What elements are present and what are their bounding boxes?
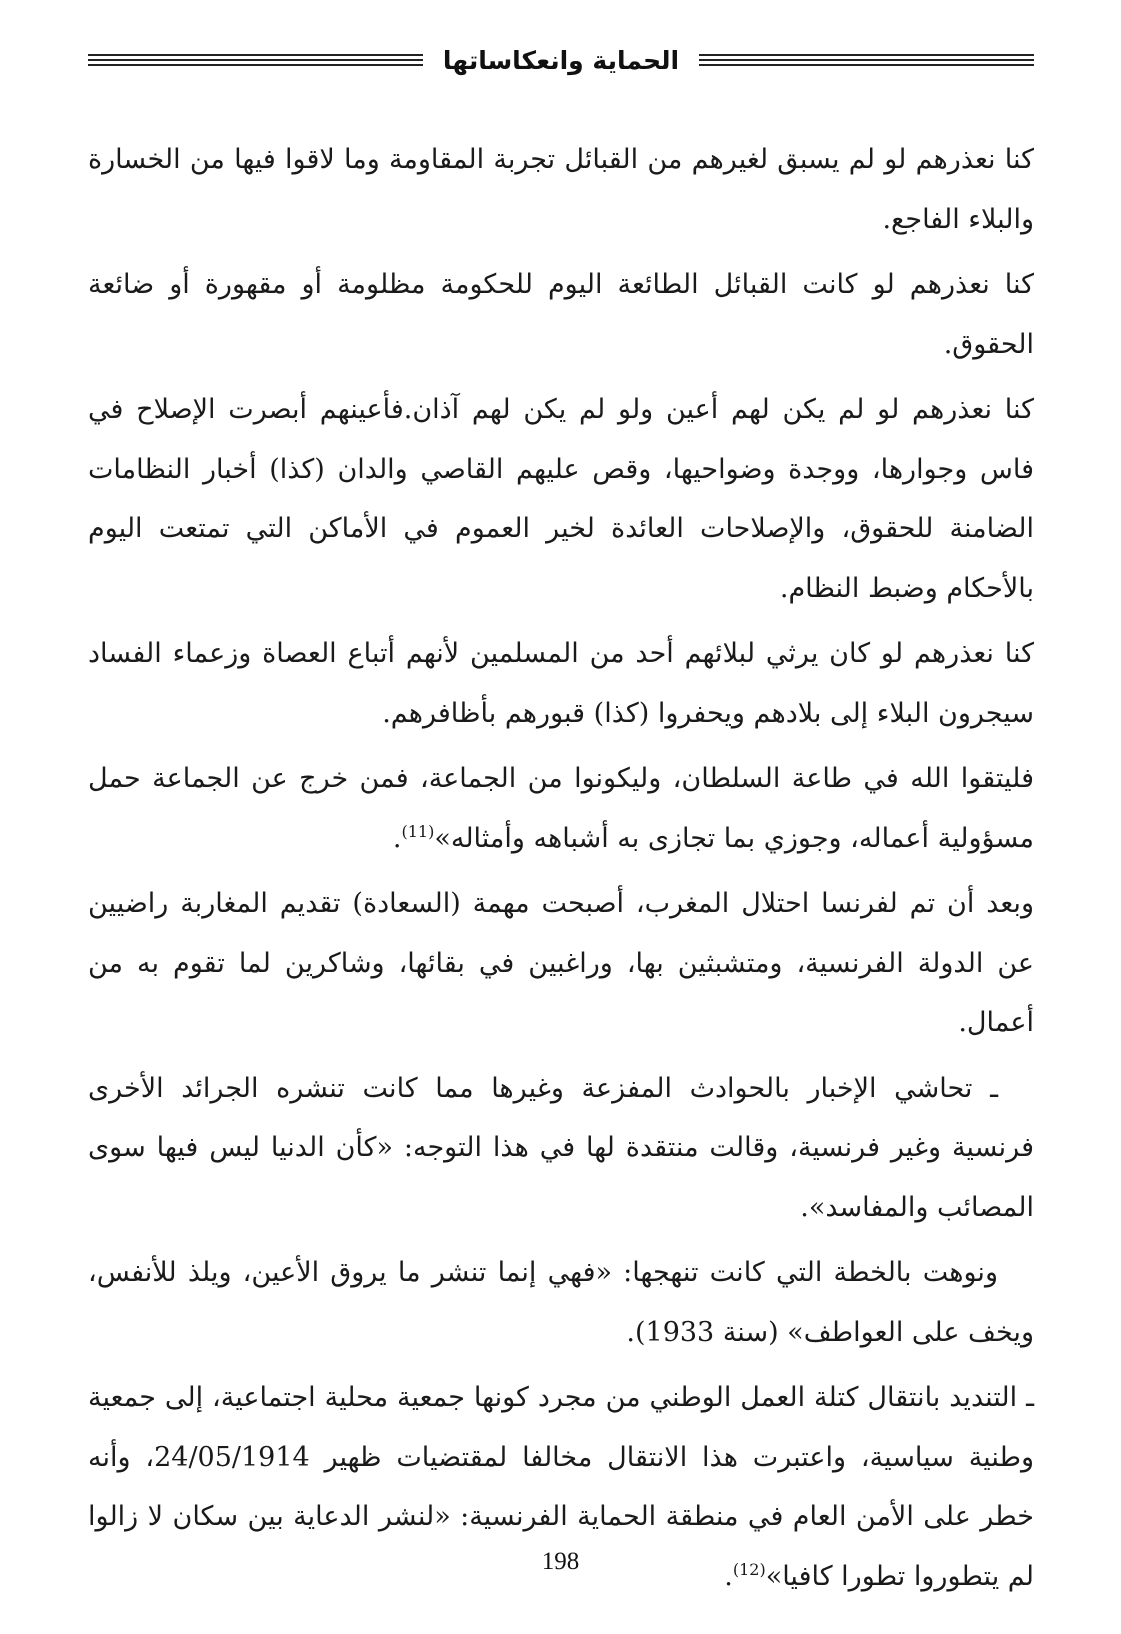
paragraph-text: ـ التنديد بانتقال كتلة العمل الوطني من مجرد كونها جمعية محلية اجتماعية، إلى جمعية وطنية سياسية، واعتبرت هذا الانتقال مخالفا لمقتضيات ظهير 24/05/1914، وأنه خطر على الأمن العام في منطقة الحماية الفرنسية: «لنشر الدعاية بين سكان لا زالوا لم يتطوروا تطورا كافيا» bbox=[88, 1382, 1034, 1592]
running-header-title: الحماية وانعكاساتها bbox=[442, 45, 680, 75]
paragraph-text: كنا نعذرهم لو كان يرثي لبلائهم أحد من المسلمين لأنهم أتباع العصاة وزعماء الفساد سيجرون البلاء إلى بلادهم ويحفروا (كذا) قبورهم بأظافرهم. bbox=[88, 638, 1034, 729]
paragraph-text: كنا نعذرهم لو لم يكن لهم أعين ولو لم يكن لهم آذان.فأعينهم أبصرت الإصلاح في فاس وجوارها، ووجدة وضواحيها، وقص عليهم القاصي والدان (كذا) أخبار النظامات الضامنة للحقوق، والإصلاحات العائدة لخير العموم في الأماكن التي تمتعت اليوم بالأحكام وضبط النظام. bbox=[88, 394, 1034, 604]
paragraph-4 bbox=[88, 624, 1034, 743]
paragraph-text: كنا نعذرهم لو لم يسبق لغيرهم من القبائل تجربة المقاومة وما لاقوا فيها من الخسارة والبلاء الفاجع. bbox=[88, 144, 1034, 235]
header-rule-left bbox=[88, 53, 423, 68]
header-rule-right bbox=[699, 53, 1034, 68]
paragraph-3 bbox=[88, 380, 1034, 618]
paragraph-6 bbox=[88, 874, 1034, 1053]
paragraph-2 bbox=[88, 255, 1034, 374]
paragraph-8 bbox=[88, 1243, 1034, 1362]
paragraph-7 bbox=[88, 1059, 1034, 1238]
page-number: 198 bbox=[541, 1548, 580, 1575]
paragraph-tail: . bbox=[724, 1560, 733, 1592]
page-body bbox=[88, 130, 1034, 1612]
paragraph-text: فليتقوا الله في طاعة السلطان، وليكونوا من الجماعة، فمن خرج عن الجماعة حمل مسؤولية أعماله، وجوزي بما تجازى به أشباهه وأمثاله» bbox=[88, 763, 1034, 854]
running-header bbox=[88, 40, 1034, 80]
paragraph-text: وبعد أن تم لفرنسا احتلال المغرب، أصبحت مهمة (السعادة) تقديم المغاربة راضيين عن الدولة الفرنسية، ومتشبثين بها، وراغبين في بقائها، وشاكرين لما تقوم به من أعمال. bbox=[88, 888, 1034, 1038]
footnote-ref-11[interactable]: (11) bbox=[401, 821, 435, 841]
footnote-ref-12[interactable]: (12) bbox=[732, 1559, 766, 1579]
paragraph-text: ونوهت بالخطة التي كانت تنهجها: «فهي إنما تنشر ما يروق الأعين، ويلذ للأنفس، ويخف على العواطف» (سنة 1933). bbox=[88, 1257, 1034, 1348]
paragraph-tail: . bbox=[392, 822, 402, 854]
paragraph-5 bbox=[88, 749, 1034, 868]
paragraph-text: ـ تحاشي الإخبار بالحوادث المفزعة وغيرها مما كانت تنشره الجرائد الأخرى فرنسية وغير فرنسية، وقالت منتقدة لها في هذا التوجه: «كأن الدنيا ليس فيها سوى المصائب والمفاسد». bbox=[88, 1072, 1034, 1223]
paragraph-1 bbox=[88, 130, 1034, 249]
paragraph-text: كنا نعذرهم لو كانت القبائل الطائعة اليوم للحكومة مظلومة أو مقهورة أو ضائعة الحقوق. bbox=[88, 269, 1034, 360]
